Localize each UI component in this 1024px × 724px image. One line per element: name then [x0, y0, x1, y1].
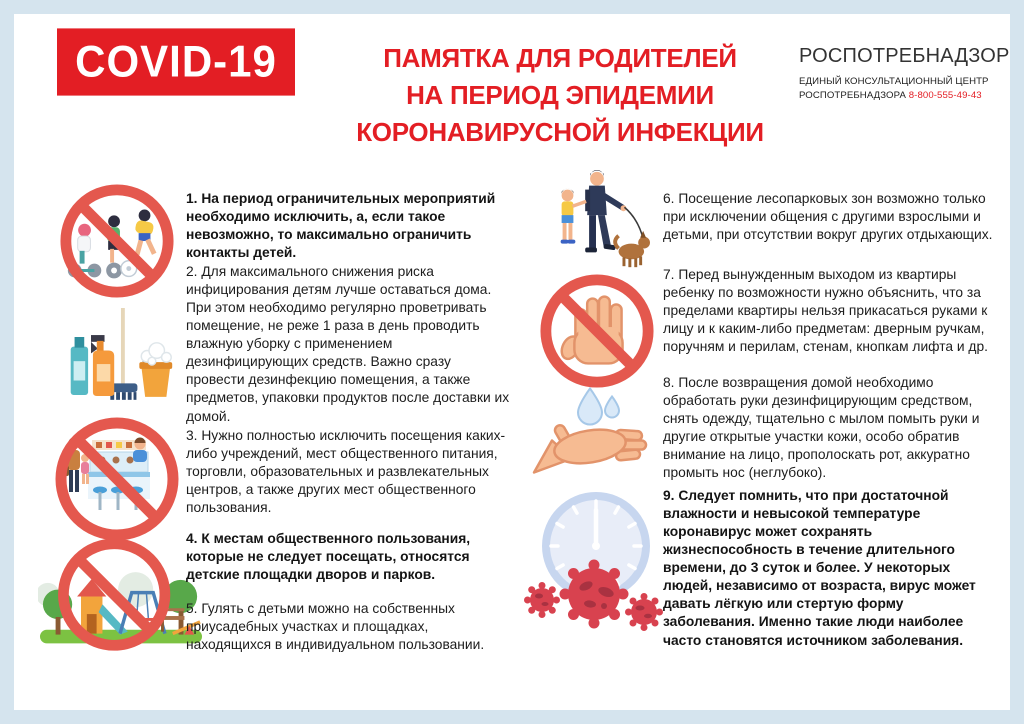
virus-clock-icon: [518, 482, 670, 634]
agency-org-line: РОСПОТРЕБНАДЗОРА: [799, 90, 906, 102]
memo-item-1: 1. На период ограничительных мероприятий необходимо исключить, а, если такое невозможно, то максимально ограничить контакты детей.: [186, 191, 496, 261]
agency-center-line: ЕДИНЫЙ КОНСУЛЬТАЦИОННЫЙ ЦЕНТР: [799, 76, 989, 87]
memo-item-6: 6. Посещение лесопарковых зон возможно только при исключении общения с другими взрослыми и детьми, при отсутствии вокруг других отдыхающих.: [663, 191, 993, 243]
agency-phone: 8-800-555-49-43: [908, 90, 982, 102]
page-title: [316, 40, 804, 151]
dog-walking-icon: [536, 168, 654, 276]
memo-item-7: 7. Перед вынужденным выходом из квартиры ребенку по возможности нужно объяснить, что за пределами квартиры нельзя прикасаться руками к лицу и к каким-либо предметам: дверным ручкам, поручням и перилам, стенам, кнопкам лифта и др.: [663, 267, 988, 355]
memo-item-8: 8. После возвращения домой необходимо обработать руки дезинфицирующим средством, снять одежду, тщательно с мылом помыть руки и другие открытые участки кожи, особо обратив внимание на лицо, прополоскать рот, аккуратно промыть нос (неглубоко).: [663, 375, 980, 481]
hand-touch-prohibited-icon: [538, 272, 656, 390]
hand-washing-icon: [528, 384, 658, 480]
playground-prohibited-icon: [38, 536, 204, 658]
cleaning-supplies-icon: [62, 308, 178, 424]
memo-item-9: 9. Следует помнить, что при достаточной влажности и невысокой температуре коронавирус может сохранять жизнеспособность в течение длительного времени, до 3 суток и более. У некоторых людей, независимо от возраста, вирус может давать лёгкую или стертую форму заболевания. Именно такие люди наиболее часто становятся источником заболевания.: [663, 488, 976, 648]
covid19-badge: [57, 28, 295, 95]
title-line-3: КОРОНАВИРУСНОЙ ИНФЕКЦИИ: [356, 116, 764, 147]
agency-name: РОСПОТРЕБНАДЗОР: [799, 45, 1010, 67]
memo-item-5: 5. Гулять с детьми можно на собственных приусадебных участках и площадках, находящихся в индивидуальном пользовании.: [186, 601, 485, 653]
memo-item-2: 2. Для максимального снижения риска инфицирования детям лучше оставаться дома. При этом необходимо регулярно проветривать помещение, не реже 1 раза в день проводить влажную уборку с применением дезинфицирующих средств. Важно сразу провести дезинфекцию помещения, а также предметов, упаковки продуктов после доставки их домой.: [186, 264, 510, 424]
children-playing-prohibited-icon: [58, 182, 176, 300]
rospotrebnadzor-block: [799, 45, 1011, 104]
prohibition-sign: [546, 280, 648, 382]
title-line-1: ПАМЯТКА ДЛЯ РОДИТЕЛЕЙ: [383, 43, 737, 73]
agency-subtitle: [799, 75, 1011, 104]
covid19-badge-label: COVID-19: [75, 36, 277, 87]
public-places-prohibited-icon: [52, 414, 182, 544]
title-line-2: НА ПЕРИОД ЭПИДЕМИИ: [406, 79, 714, 110]
memo-item-3: 3. Нужно полностью исключить посещения каких-либо учреждений, мест общественного питания, торговли, образовательных и развлекательных центров, а также других мест общественного пользования.: [186, 428, 506, 516]
memo-item-4: 4. К местам общественного пользования, которые не следует посещать, относятся детские площадки дворов и парков.: [186, 531, 471, 583]
